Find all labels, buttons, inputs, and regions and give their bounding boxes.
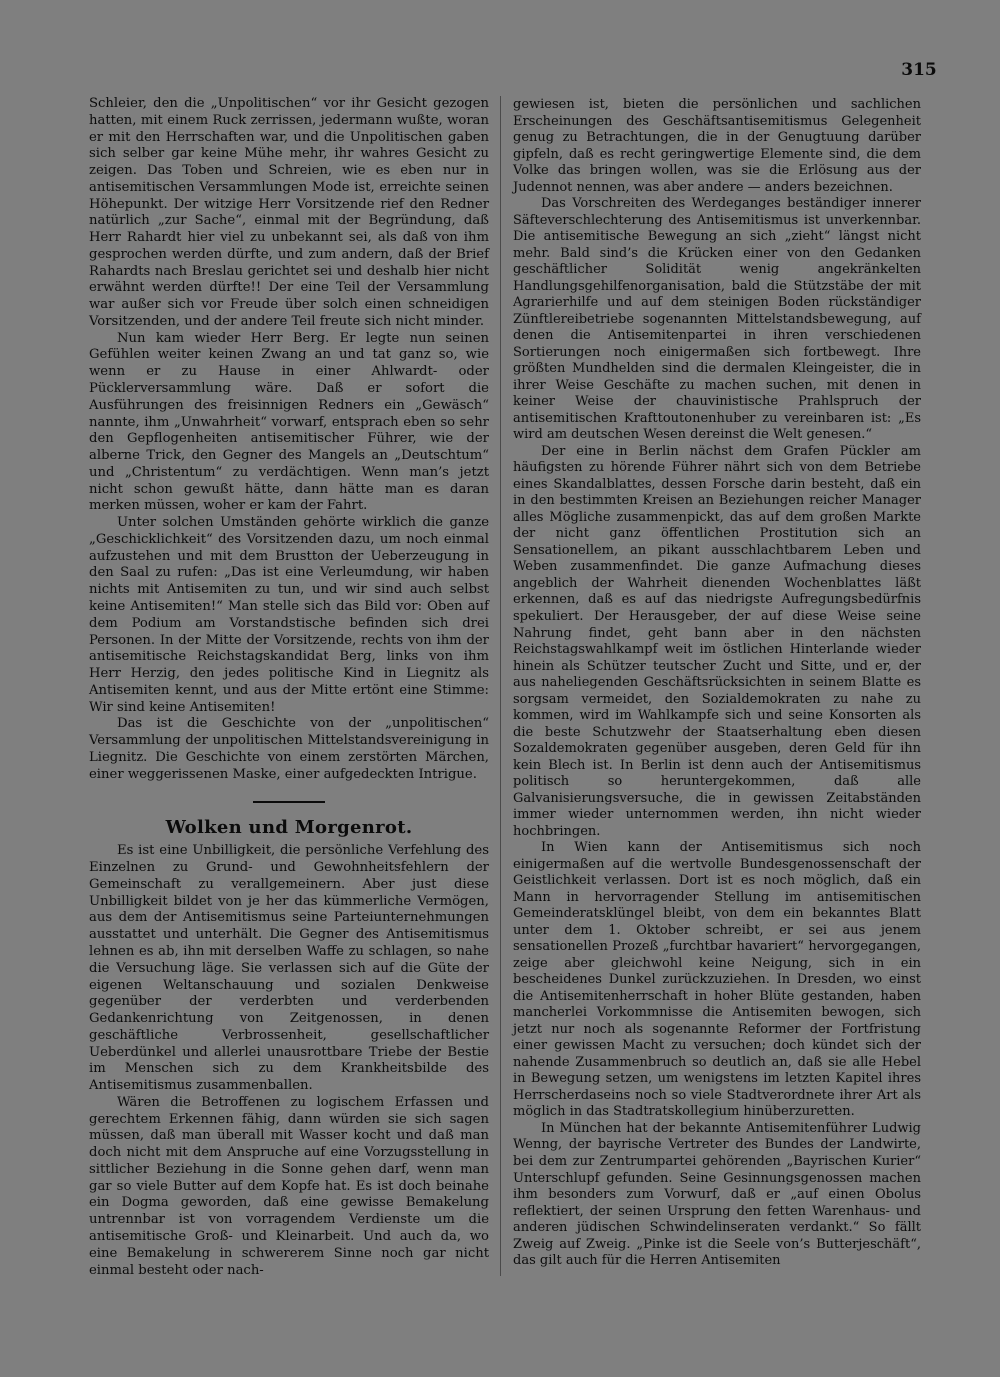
paragraph: Das Vorschreiten des Werdeganges beständiger innerer Säfteverschlechterung des Antisemitismus ist unverkennbar. Die antisemitische Bewegung an sich „zieht“ längst nicht mehr. Bald sind’s die Krücken einer von den Gedanken geschäftlicher Solidität wenig angekränkelten Handlungsgehilfenorganisation, bald die Stützstäbe der mit Agrarierhilfe und auf dem steinigen Boden rückständiger Zünftlereibetriebe sogenannten Mittelstandsbewegung, auf denen die Antisemitenpartei in ihren verschiedenen Sortierungen noch einigermaßen sich fortbewegt. Ihre größten Mundhelden sind die dermalen Kleingeister, die in ihrer Weise Geschäfte zu machen suchen, mit denen in keiner Weise der chauvinistische Prahlspruch der antisemitischen Krafttoutonenhuber zu vereinbaren ist: „Es wird am deutschen Wesen dereinst die Welt genesen.“: [513, 196, 921, 443]
page-number: 315: [901, 60, 937, 80]
paragraph: Unter solchen Umständen gehörte wirklich die ganze „Geschicklichkeit“ des Vorsitzenden dazu, um noch einmal aufzustehen und mit dem Brustton der Ueberzeugung in den Saal zu rufen: „Das ist eine Verleumdung, wir haben nichts mit Antisemiten zu tun, und wir sind auch selbst keine Antisemiten!“ Man stelle sich das Bild vor: Oben auf dem Podium am Vorstandstische befinden sich drei Personen. In der Mitte der Vorsitzende, rechts von ihm der antisemitische Reichstagskandidat Berg, links von ihm Herr Herzig, den jedes politische Kind in Liegnitz als Antisemiten kennt, und aus der Mitte ertönt eine Stimme: Wir sind keine Antisemiten!: [89, 515, 489, 715]
paragraph: Der eine in Berlin nächst dem Grafen Pückler am häufigsten zu hörende Führer nährt sich von dem Betriebe eines Skandalblattes, dessen Forsche darin besteht, daß ein in den bestimmten Kreisen an Beziehungen reicher Manager alles Mögliche zusammenpickt, das auf dem großen Markte der nicht ganz öffentlichen Prostitution sich an Sensationellem, an pikant ausschlachtbarem Leben und Weben zusammenfindet. Die ganze Aufmachung dieses angeblich der Wahrheit dienenden Wochenblattes läßt erkennen, daß es auf das niedrigste Aufregungsbedürfnis spekuliert. Der Herausgeber, der auf diese Weise seine Nahrung findet, geht bann aber in den nächsten Reichstagswahlkampf weit im östlichen Hinterlande wieder hinein als Schützer teutscher Zucht und Sitte, und er, der aus naheliegenden Geschäftsrücksichten in seinem Blatte es sorgsam vermeidet, den Sozialdemokraten zu nahe zu kommen, wird im Wahlkampfe sich und seine Konsorten als die beste Schutzwehr der Staatserhaltung eben diesen Sozaldemokraten gegenüber ausgeben, deren Geld für ihn kein Blech ist. In Berlin ist denn auch der Antisemitismus politisch so heruntergekommen, daß alle Galvanisierungsversuche, die in gewissen Zeitabständen immer wieder unternommen werden, ihn nicht wieder hochbringen.: [513, 443, 921, 839]
paragraph: Schleier, den die „Unpolitischen“ vor ihr Gesicht gezogen hatten, mit einem Ruck zerrissen, jedermann wußte, woran er mit den Herrschaften war, und die Unpolitischen gaben sich selber gar keine Mühe mehr, ihr wahres Gesicht zu zeigen. Das Toben und Schreien, wie es eben nur in antisemitischen Versammlungen Mode ist, erreichte seinen Höhepunkt. Der witzige Herr Vorsitzende rief den Redner natürlich „zur Sache“, einmal mit der Begründung, daß Herr Rahardt hier viel zu unbekannt sei, als daß von ihm gesprochen werden dürfte, und zum andern, daß der Brief Rahardts nach Breslau gerichtet sei und deshalb hier nicht erwähnt werden dürfte!! Der eine Teil der Versammlung war außer sich vor Freude über solch einen schneidigen Vorsitzenden, und der andere Teil freute sich nicht minder.: [89, 96, 489, 329]
right-column: [513, 97, 921, 1270]
paragraph: Nun kam wieder Herr Berg. Er legte nun seinen Gefühlen weiter keinen Zwang an und tat ganz so, wie wenn er zu Hause in einer Ahlwardt- oder Pücklerversammlung wäre. Daß er sofort die Ausführungen des freisinnigen Redners ein „Gewäsch“ nannte, ihm „Unwahrheit“ vorwarf, entsprach eben so sehr den Gepflogenheiten antisemitischer Führer, wie der alberne Trick, den Gegner des Mangels an „Deutschtum“ und „Christentum“ zu verdächtigen. Wenn man’s jetzt nicht schon gewußt hätte, dann hätte man es daran merken müssen, woher er kam der Fahrt.: [89, 330, 489, 514]
column-divider: [500, 96, 501, 1276]
paragraph: gewiesen ist, bieten die persönlichen und sachlichen Erscheinungen des Geschäftsantisemitismus Gelegenheit genug zu Betrachtungen, die in der Genugtuung darüber gipfeln, daß es recht geringwertige Elemente sind, die dem Volke das bringen wollen, was sie die Erlösung aus der Judennot nennen, was aber andere — anders bezeichnen.: [513, 97, 921, 195]
paragraph: Es ist eine Unbilligkeit, die persönliche Verfehlung des Einzelnen zu Grund- und Gewohnheitsfehlern der Gemeinschaft zu verallgemeinern. Aber just diese Unbilligkeit bildet von je her das kümmerliche Vermögen, aus dem der Antisemitismus seine Parteiunternehmungen ausstattet und unterhält. Die Gegner des Antisemitismus lehnen es ab, ihn mit derselben Waffe zu schlagen, so nahe die Versuchung läge. Sie verlassen sich auf die Güte der eigenen Weltanschauung und sozialen Denkweise gegenüber der verderbten und verderbenden Gedankenrichtung von Zeitgenossen, in denen geschäftliche Verbrossenheit, gesellschaftlicher Ueberdünkel und allerlei unausrottbare Triebe der Bestie im Menschen sich zu dem Krankheitsbilde des Antisemitismus zusammenballen.: [89, 843, 489, 1094]
left-column: [89, 96, 489, 1279]
paragraph: Das ist die Geschichte von der „unpolitischen“ Versammlung der unpolitischen Mittelstandsvereinigung in Liegnitz. Die Geschichte von einem zerstörten Märchen, einer weggerissenen Maske, einer aufgedeckten Intrigue.: [89, 716, 489, 782]
section-heading: Wolken und Morgenrot.: [165, 817, 413, 839]
paragraph: In Wien kann der Antisemitismus sich noch einigermaßen auf die wertvolle Bundesgenossenschaft der Geistlichkeit verlassen. Dort ist es noch möglich, daß ein Mann in hervorragender Stellung im antisemitischen Gemeinderatsklüngel bleibt, von dem ein bekanntes Blatt unter dem 1. Oktober schreibt, er sei aus jenem sensationellen Prozeß „furchtbar havariert“ hervorgegangen, zeige aber gleichwohl keine Neigung, sich in ein bescheidenes Dunkel zurückzuziehen. In Dresden, wo einst die Antisemitenherrschaft in hoher Blüte gestanden, haben mancherlei Vorkommnisse die Antisemiten bewogen, sich jetzt nur noch als sogenannte Reformer der Fortfristung einer gewissen Macht zu versuchen; doch kündet sich der nahende Zusammenbruch so deutlich an, daß sie alle Hebel in Bewegung setzen, um wenigstens im letzten Kapitel ihres Herrscherdaseins noch so viele Stadtverordnete ihrer Art als möglich in das Stadtratskollegium hinüberzuretten.: [513, 840, 921, 1120]
paragraph: Wären die Betroffenen zu logischem Erfassen und gerechtem Erkennen fähig, dann würden sie sich sagen müssen, daß man überall mit Wasser kocht und daß man doch nicht mit dem Anspruche auf eine Vorzugsstellung in sittlicher Beziehung in die Sonne gehen darf, wenn man gar so viele Butter auf dem Kopfe hat. Es ist doch beinahe ein Dogma geworden, daß eine gewisse Bemakelung untrennbar ist von vorragendem Verdienste um die antisemitische Groß- und Kleinarbeit. Und auch da, wo eine Bemakelung in schwererem Sinne noch gar nicht einmal besteht oder nach-: [89, 1094, 489, 1278]
section-rule: [253, 801, 325, 803]
paragraph: In München hat der bekannte Antisemitenführer Ludwig Wenng, der bayrische Vertreter des Bundes der Landwirte, bei dem zur Zentrumpartei gehörenden „Bayrischen Kurier“ Unterschlupf gefunden. Seine Gesinnungsgenossen machen ihm besonders zum Vorwurf, daß er „auf einen Obolus reflektiert, der seinen Ursprung den fetten Warenhaus- und anderen jüdischen Schwindelinseraten verdankt.“ So fällt Zweig auf Zweig. „Pinke ist die Seele von’s Butterjeschäft“, das gilt auch für die Herren Antisemiten: [513, 1120, 921, 1269]
